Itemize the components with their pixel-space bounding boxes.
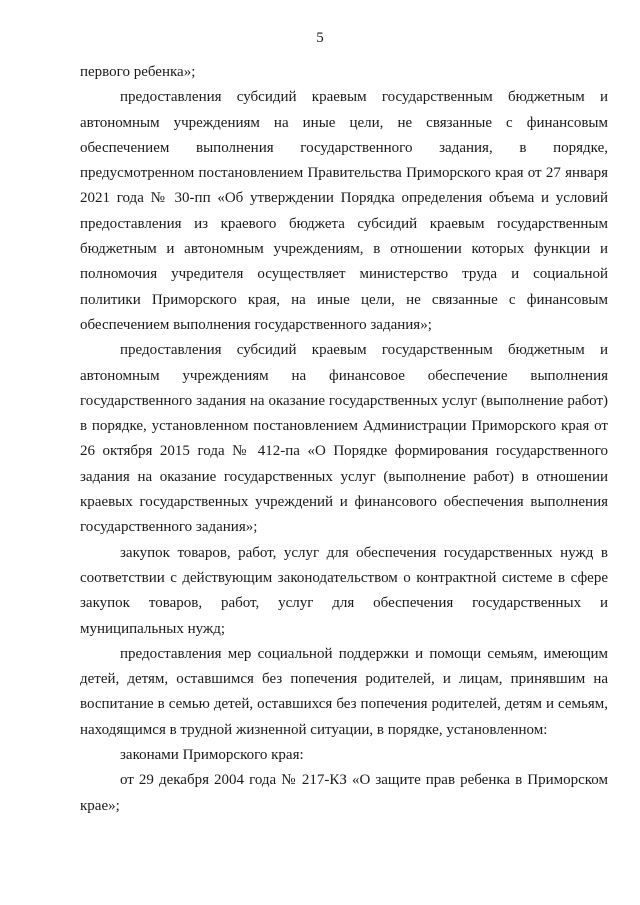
paragraph-law-217-kz: от 29 декабря 2004 года № 217-КЗ «О защите прав ребенка в Приморском крае»;	[80, 772, 608, 814]
paragraph-subsidies-state-assignment: предоставления субсидий краевым государственным бюджетным и автономным учреждениям на финансовое обеспечение выполнения государственного задания на оказание государственных услуг (выполнение работ) в порядке, установленном постановлением Администрации Приморского края от 26 октября 2015 года № 412-па «О Порядке формирования государственного задания на оказание государственных услуг (выполнение работ) в отношении краевых государственных учреждений и финансового обеспечения выполнения государственного задания»;	[80, 342, 608, 536]
page-number: 5	[316, 30, 324, 46]
document-body	[80, 60, 608, 819]
paragraph-procurement: закупок товаров, работ, услуг для обеспечения государственных нужд в соответствии с действующим законодательством о контрактной системе в сфере закупок товаров, работ, услуг для обеспечения государственных и муниципальных нужд;	[80, 544, 608, 637]
paragraph-continuation: первого ребенка»;	[80, 64, 196, 80]
paragraph-subsidies-other-purposes: предоставления субсидий краевым государственным бюджетным и автономным учреждениям на иные цели, не связанные с финансовым обеспечением выполнения государственного задания, в порядке, предусмотренном постановлением Правительства Приморского края от 27 января 2021 года № 30-пп «Об утверждении Порядка определения объема и условий предоставления из краевого бюджета субсидий краевым государственным бюджетным и автономным учреждениям, в отношении которых функции и полномочия учредителя осуществляет министерство труда и социальной политики Приморского края, на иные цели, не связанные с финансовым обеспечением выполнения государственного задания»;	[80, 89, 608, 333]
paragraph-regional-laws: законами Приморского края:	[120, 747, 304, 764]
paragraph-social-support: предоставления мер социальной поддержки и помощи семьям, имеющим детей, детям, оставшимся без попечения родителей, и лицам, принявшим на воспитание в семью детей, оставшихся без попечения родителей, детям и семьям, находящимся в трудной жизненной ситуации, в порядке, установленном:	[80, 645, 608, 738]
